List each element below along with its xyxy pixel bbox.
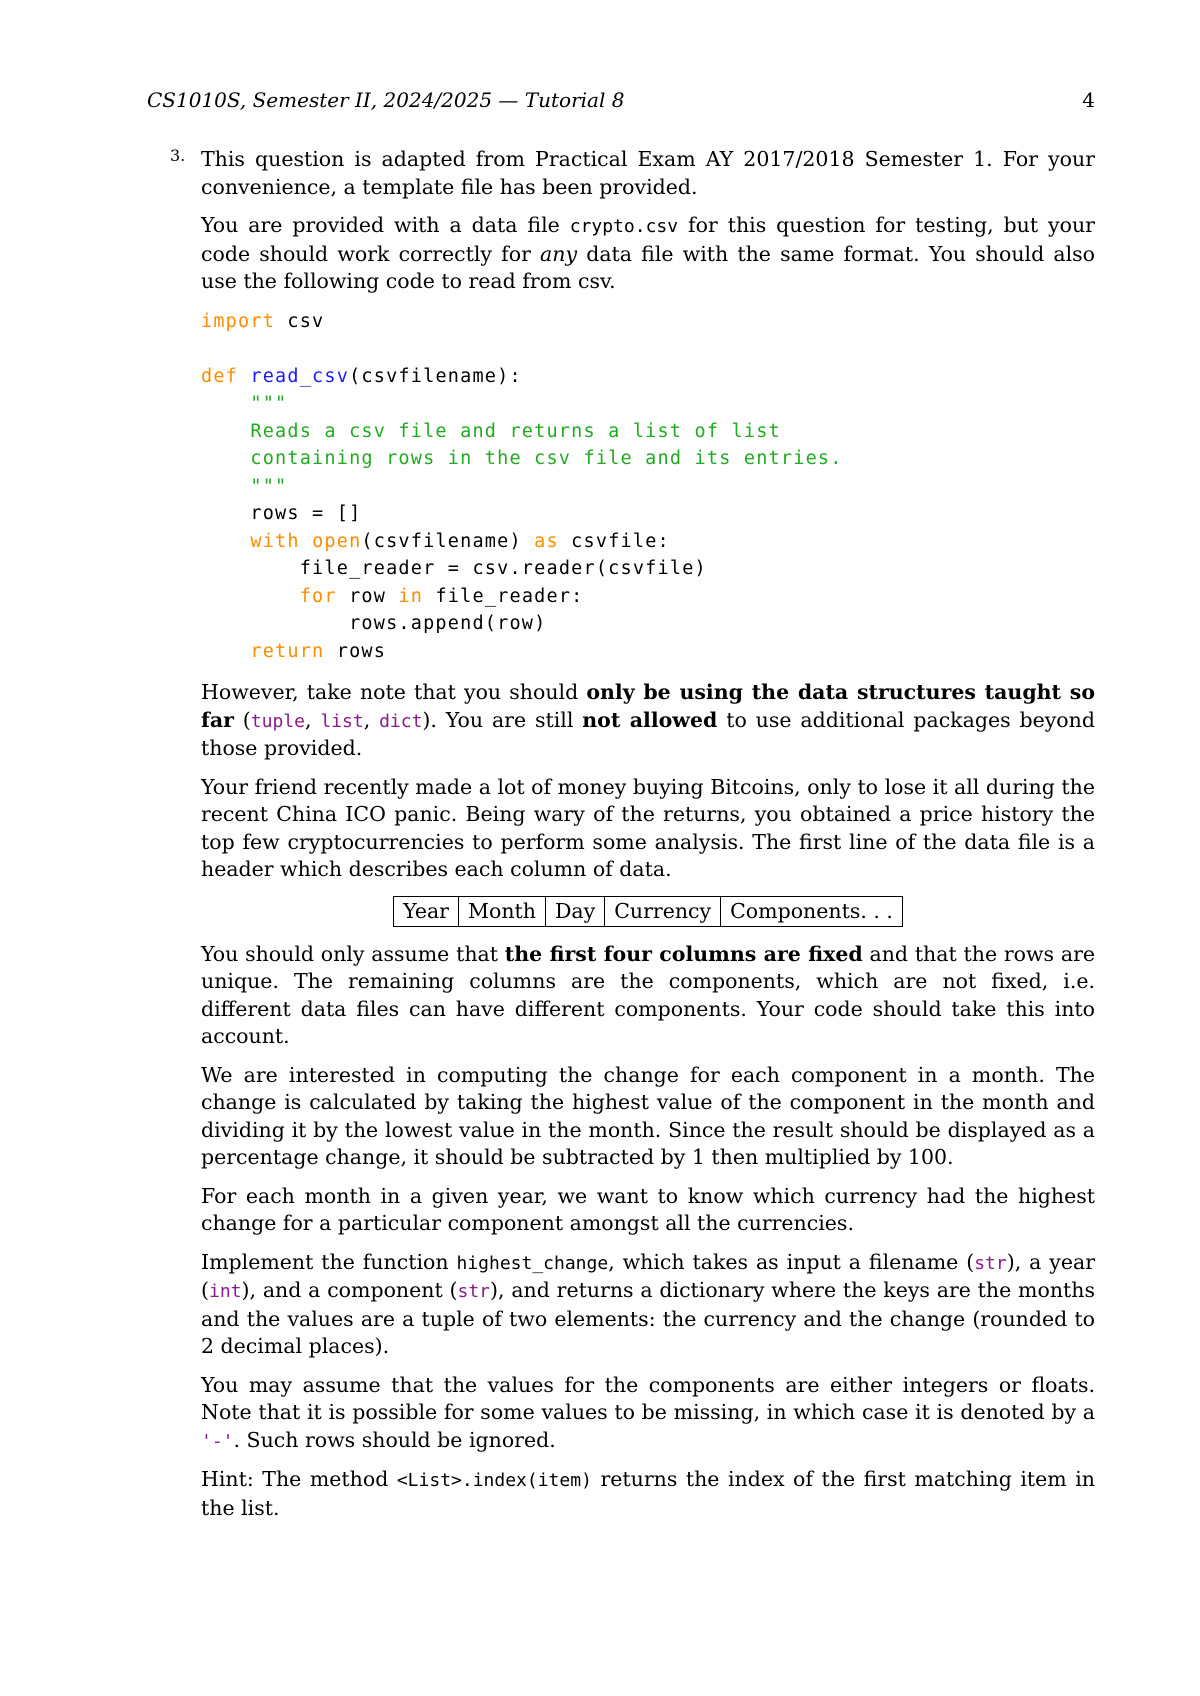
type-tuple: tuple [250, 710, 305, 732]
missing-marker: '-' [201, 1430, 234, 1452]
type-str: str [457, 1281, 491, 1302]
code-keyword: in [398, 585, 424, 607]
text-run: Implement the function [201, 1249, 457, 1274]
code-keyword: as [534, 530, 559, 552]
code-text: rows = [] [250, 503, 362, 524]
text-run: You may assume that the values for the components are either integers or floats. Note that it is possible for some values to be missing, in which case it is denoted by a [201, 1372, 1095, 1424]
text-run: ), a year ( [201, 1249, 1095, 1302]
table-row [394, 896, 903, 926]
text-run: returns the index of the first matching item in the list. [201, 1467, 1095, 1520]
code-text: row [336, 585, 399, 607]
type-str: str [974, 1252, 1007, 1274]
code-function-name: read_csv [250, 365, 350, 387]
type-int: int [209, 1281, 242, 1302]
code-docstring: Reads a csv file and returns a list of list [250, 420, 781, 442]
code-keyword: with [250, 530, 300, 552]
code-text: file_reader: [423, 585, 584, 607]
paragraph-background: Your friend recently made a lot of money buying Bitcoins, only to lose it all during the recent China ICO panic. Being wary of the returns, you obtained a price history the top few cryptocurrencies to perform some analysis. The first line of the data file is a header which describes each column of data. [201, 774, 1095, 881]
table-cell: Year [394, 896, 459, 926]
code-keyword: import [201, 310, 276, 332]
function-name: highest_change [456, 1252, 609, 1274]
code-docstring: """ [250, 475, 288, 497]
paragraph-fixed-columns [201, 941, 1095, 1051]
text-run: , [304, 707, 321, 732]
paragraph-missing-values [201, 1372, 1095, 1456]
paragraph-monthly-goal: For each month in a given year, we want to know which currency had the highest change for a particular component amongst all the currencies. [201, 1183, 1095, 1235]
text-run: . Such rows should be ignored. [233, 1427, 556, 1452]
text-run: You are provided with a data file [201, 213, 570, 237]
type-dict: dict [379, 710, 423, 732]
page-number: 4 [1082, 88, 1095, 112]
code-docstring: """ [250, 393, 288, 414]
table-cell: Day [545, 896, 604, 926]
hint-code: <List>.index(item) [396, 1470, 592, 1491]
code-text: csv [275, 310, 325, 332]
text-run: ), and a component ( [241, 1278, 458, 1302]
code-text: rows.append(row) [349, 613, 547, 634]
code-keyword: for [299, 585, 337, 607]
paragraph-implement [201, 1249, 1095, 1361]
column-header-table [393, 896, 903, 927]
text-run: and that the rows are unique. The remaining columns are the components, which are not fixed, i.e. different data files can have different components. Your code should take this into account. [201, 941, 1095, 1048]
code-block [201, 308, 1095, 666]
type-list: list [320, 710, 364, 732]
paragraph-data-structures [201, 679, 1095, 763]
text-run: for this question for testing, but your code should work correctly for [201, 213, 1095, 266]
code-docstring: containing rows in the csv file and its entries. [250, 448, 843, 469]
code-keyword: return [250, 640, 325, 662]
bold-text: the first four columns are fixed [504, 941, 863, 966]
code-text: (csvfilename): [349, 365, 522, 387]
code-keyword: def [201, 365, 239, 387]
table-cell: Currency [605, 896, 721, 926]
paragraph-hint [201, 1466, 1095, 1522]
text-run: data file with the same format. You should also use the following code to read from csv. [201, 241, 1096, 293]
text-run: ( [233, 707, 251, 732]
text-run: You should only assume that [201, 941, 505, 966]
header-title: CS1010S, Semester II, 2024/2025 — Tutorial 8 [147, 88, 625, 112]
paragraph-data-file [201, 212, 1095, 296]
code-builtin: open [312, 530, 362, 552]
text-run: Hint: The method [201, 1467, 397, 1491]
code-text: (csvfilename) [361, 530, 535, 552]
filename-code: crypto.csv [569, 216, 679, 237]
text-run: However, take note that you should [201, 680, 587, 704]
text-run: ), and returns a dictionary where the keys are the months and the values are a tuple of two elements: the currency and the change (rounded to 2 decimal places). [201, 1278, 1095, 1358]
bold-text: only be using the data structures taught so far [201, 680, 1095, 732]
text-run: to use additional packages beyond those provided. [201, 707, 1095, 760]
question-number: 3. [170, 146, 186, 165]
code-text: file_reader = csv.reader(csvfile) [299, 558, 707, 579]
bold-text: not allowed [582, 707, 718, 732]
paragraph-change-definition: We are interested in computing the change for each component in a month. The change is calculated by taking the highest value of the component in the month and dividing it by the lowest value in the month. Since the result should be displayed as a percentage change, it should be subtracted by 1 then multiplied by 100. [201, 1062, 1095, 1169]
code-text: csvfile: [558, 530, 670, 552]
text-run: , which takes as input a filename ( [608, 1249, 975, 1274]
question-intro: This question is adapted from Practical Exam AY 2017/2018 Semester 1. For your convenience, a template file has been provided. [201, 147, 1095, 199]
page-header [147, 88, 1095, 118]
question-body [147, 146, 1095, 1533]
text-run: , [363, 707, 380, 732]
text-run: ). You are still [422, 707, 583, 732]
emphasis-any: any [540, 241, 578, 266]
code-text: rows [324, 640, 387, 662]
table-cell: Components. . . [721, 896, 903, 926]
table-cell: Month [458, 896, 545, 926]
header-table-wrap [201, 896, 1095, 927]
